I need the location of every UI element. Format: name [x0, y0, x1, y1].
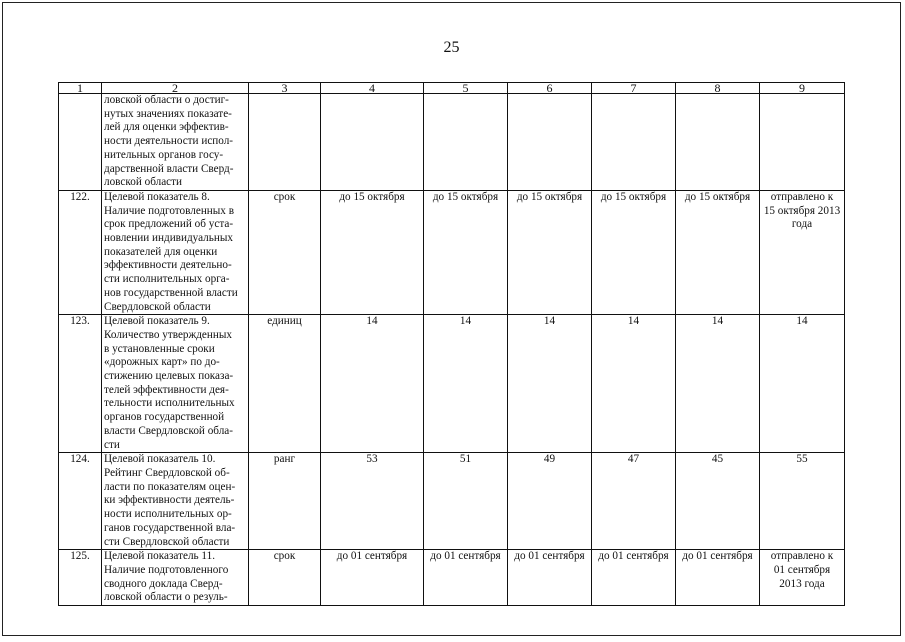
value-cell: до 15 октября [676, 190, 760, 314]
value-cell: до 01 сентября [424, 550, 508, 606]
value-cell: 14 [424, 315, 508, 453]
document-page [2, 2, 901, 636]
column-number-row [59, 83, 845, 94]
value-cell: 51 [424, 453, 508, 550]
table-row [59, 550, 845, 606]
value-cell: до 01 сентября [508, 550, 592, 606]
row-number-cell: 124. [59, 453, 102, 550]
indicator-name-cell: Целевой показатель 8. Наличие подготовленных в срок предложений об уста- новлении индивидуальных показателей для оценки эффективности деятельно- сти исполнительных орга- нов государственной власти Свердловской области [102, 190, 249, 314]
value-cell [592, 94, 676, 191]
result-cell: 55 [760, 453, 845, 550]
value-cell: 14 [321, 315, 424, 453]
value-cell: 53 [321, 453, 424, 550]
value-cell: до 15 октября [321, 190, 424, 314]
value-cell: 45 [676, 453, 760, 550]
header-cell: 5 [424, 83, 508, 94]
value-cell: до 01 сентября [592, 550, 676, 606]
value-cell [676, 94, 760, 191]
result-cell: отправлено к 15 октября 2013 года [760, 190, 845, 314]
row-number-cell: 122. [59, 190, 102, 314]
value-cell: 14 [508, 315, 592, 453]
value-cell: 49 [508, 453, 592, 550]
table-row [59, 315, 845, 453]
result-cell [760, 94, 845, 191]
value-cell: 14 [676, 315, 760, 453]
unit-cell: срок [249, 550, 321, 606]
value-cell [424, 94, 508, 191]
unit-cell: срок [249, 190, 321, 314]
value-cell: до 01 сентября [321, 550, 424, 606]
table-row [59, 94, 845, 191]
value-cell [321, 94, 424, 191]
value-cell: 14 [592, 315, 676, 453]
row-number-cell: 123. [59, 315, 102, 453]
header-cell: 9 [760, 83, 845, 94]
indicator-name-cell: Целевой показатель 9. Количество утвержденных в установленные сроки «дорожных карт» по до- стижению целевых показа- телей эффективности дея- тельности исполнительных органов государственной власти Свердловской обла- сти [102, 315, 249, 453]
value-cell: до 15 октября [592, 190, 676, 314]
row-number-cell: 125. [59, 550, 102, 606]
header-cell: 1 [59, 83, 102, 94]
value-cell [508, 94, 592, 191]
header-cell: 8 [676, 83, 760, 94]
header-cell: 4 [321, 83, 424, 94]
header-cell: 6 [508, 83, 592, 94]
value-cell: до 15 октября [424, 190, 508, 314]
indicator-name-cell: Целевой показатель 10. Рейтинг Свердловской об- ласти по показателям оцен- ки эффективности деятель- ности исполнительных ор- ганов государственной вла- сти Свердловской области [102, 453, 249, 550]
result-cell: отправлено к 01 сентября 2013 года [760, 550, 845, 606]
header-cell: 3 [249, 83, 321, 94]
value-cell: 47 [592, 453, 676, 550]
table-row [59, 190, 845, 314]
header-cell: 7 [592, 83, 676, 94]
unit-cell: единиц [249, 315, 321, 453]
result-cell: 14 [760, 315, 845, 453]
unit-cell: ранг [249, 453, 321, 550]
page-number: 25 [443, 39, 460, 56]
indicators-table [58, 82, 845, 606]
indicator-name-cell: ловской области о достиг- нутых значениях показате- лей для оценки эффектив- ности деятельности испол- нительных органов госу- дарственной власти Сверд- ловской области [102, 94, 249, 191]
table-row [59, 453, 845, 550]
unit-cell [249, 94, 321, 191]
indicator-name-cell: Целевой показатель 11. Наличие подготовленного сводного доклада Сверд- ловской области о резуль- [102, 550, 249, 606]
value-cell: до 15 октября [508, 190, 592, 314]
header-cell: 2 [102, 83, 249, 94]
row-number-cell [59, 94, 102, 191]
value-cell: до 01 сентября [676, 550, 760, 606]
